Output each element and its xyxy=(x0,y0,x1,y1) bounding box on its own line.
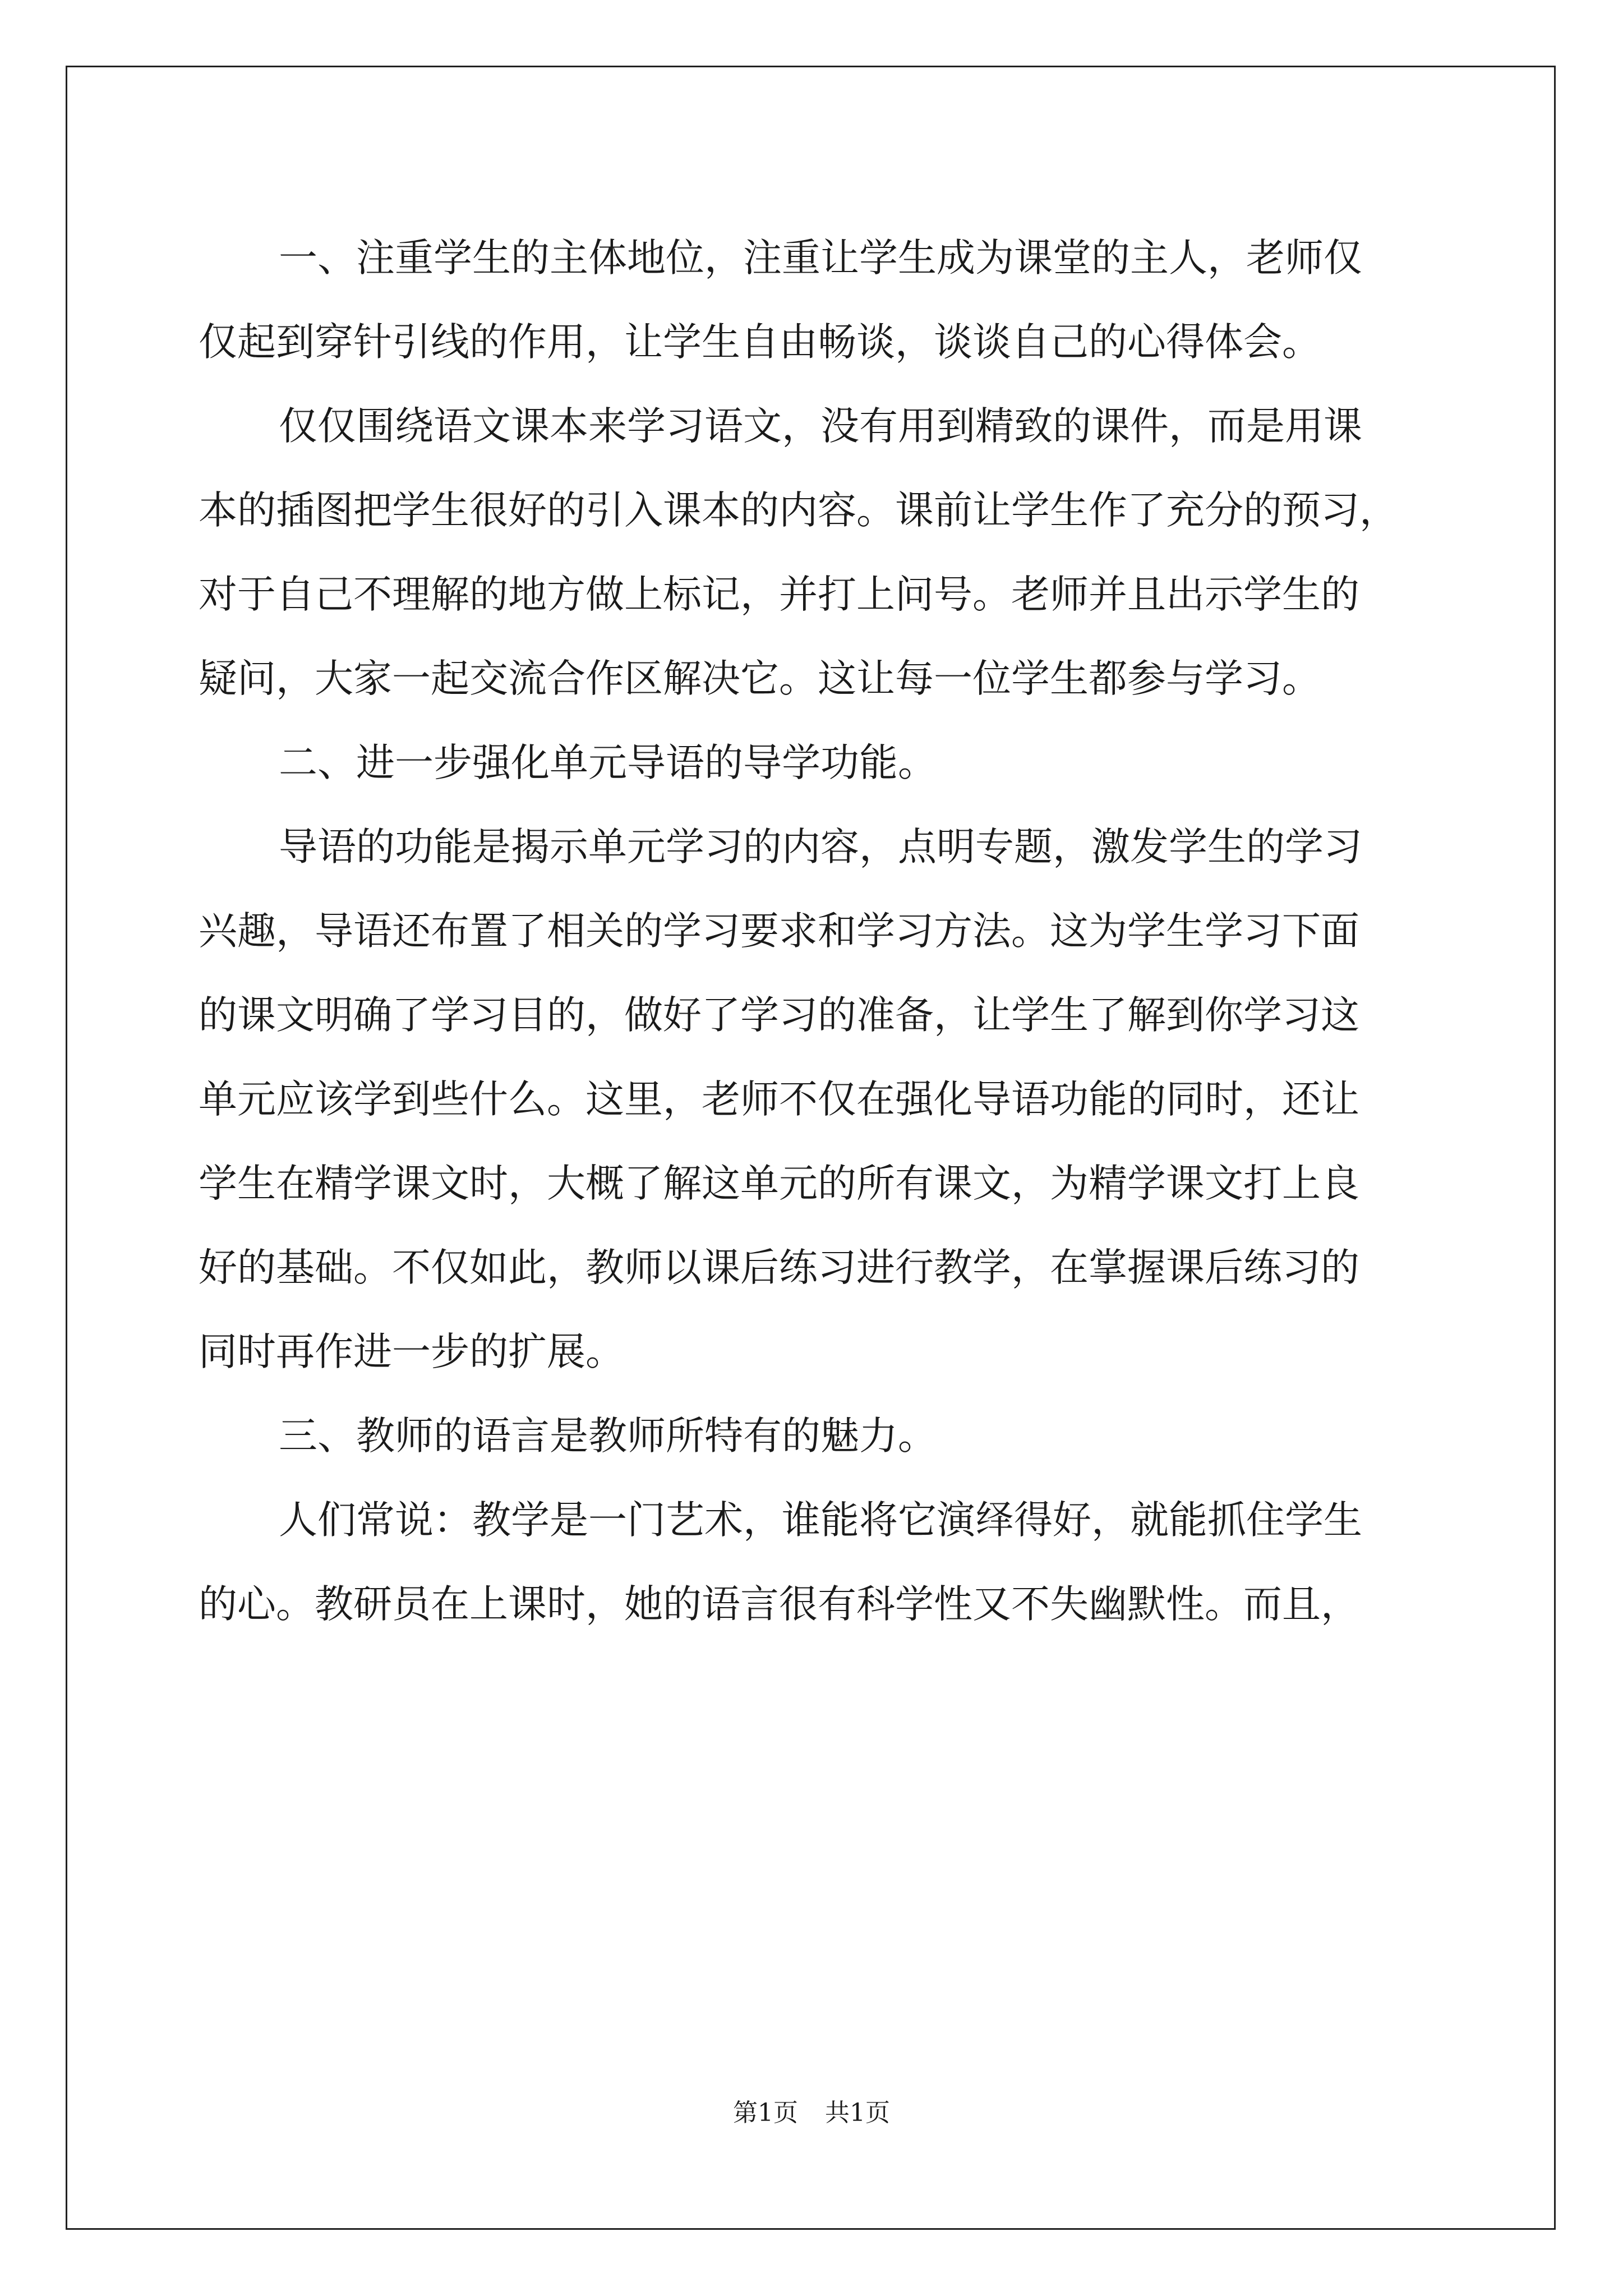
text-line: 的心。教研员在上课时，她的语言很有科学性又不失幽默性。而且， xyxy=(199,1582,1359,1627)
text-line: 本的插图把学生很好的引入课本的内容。课前让学生作了充分的预习， xyxy=(199,488,1398,533)
section-heading: 三、教师的语言是教师所特有的魅力。 xyxy=(279,1414,937,1458)
page-number: 第1页 xyxy=(733,2099,798,2127)
text-line: 疑问，大家一起交流合作区解决它。这让每一位学生都参与学习。 xyxy=(199,656,1321,701)
text-line: 的课文明确了学习目的，做好了学习的准备，让学生了解到你学习这 xyxy=(199,993,1359,1038)
text-line: 人们常说：教学是一门艺术，谁能将它演绎得好，就能抓住学生 xyxy=(279,1498,1362,1543)
text-line: 仅仅围绕语文课本来学习语文，没有用到精致的课件，而是用课 xyxy=(279,404,1362,449)
document-body xyxy=(199,216,1432,1646)
text-line: 仅起到穿针引线的作用，让学生自由畅谈，谈谈自己的心得体会。 xyxy=(199,320,1321,365)
text-line: 单元应该学到些什么。这里，老师不仅在强化导语功能的同时，还让 xyxy=(199,1077,1359,1122)
text-line: 导语的功能是揭示单元学习的内容，点明专题，激发学生的学习 xyxy=(279,825,1362,869)
text-line: 一、注重学生的主体地位，注重让学生成为课堂的主人，老师仅 xyxy=(279,236,1362,280)
text-line: 好的基础。不仅如此，教师以课后练习进行教学，在掌握课后练习的 xyxy=(199,1245,1359,1290)
text-line: 学生在精学课文时，大概了解这单元的所有课文，为精学课文打上良 xyxy=(199,1161,1359,1206)
text-line: 同时再作进一步的扩展。 xyxy=(199,1329,624,1374)
section-heading: 二、进一步强化单元导语的导学功能。 xyxy=(279,740,937,785)
text-line: 对于自己不理解的地方做上标记，并打上问号。老师并且出示学生的 xyxy=(199,572,1359,617)
page-total: 共1页 xyxy=(825,2099,890,2127)
page-footer xyxy=(0,2092,1623,2128)
text-line: 兴趣，导语还布置了相关的学习要求和学习方法。这为学生学习下面 xyxy=(199,909,1359,954)
